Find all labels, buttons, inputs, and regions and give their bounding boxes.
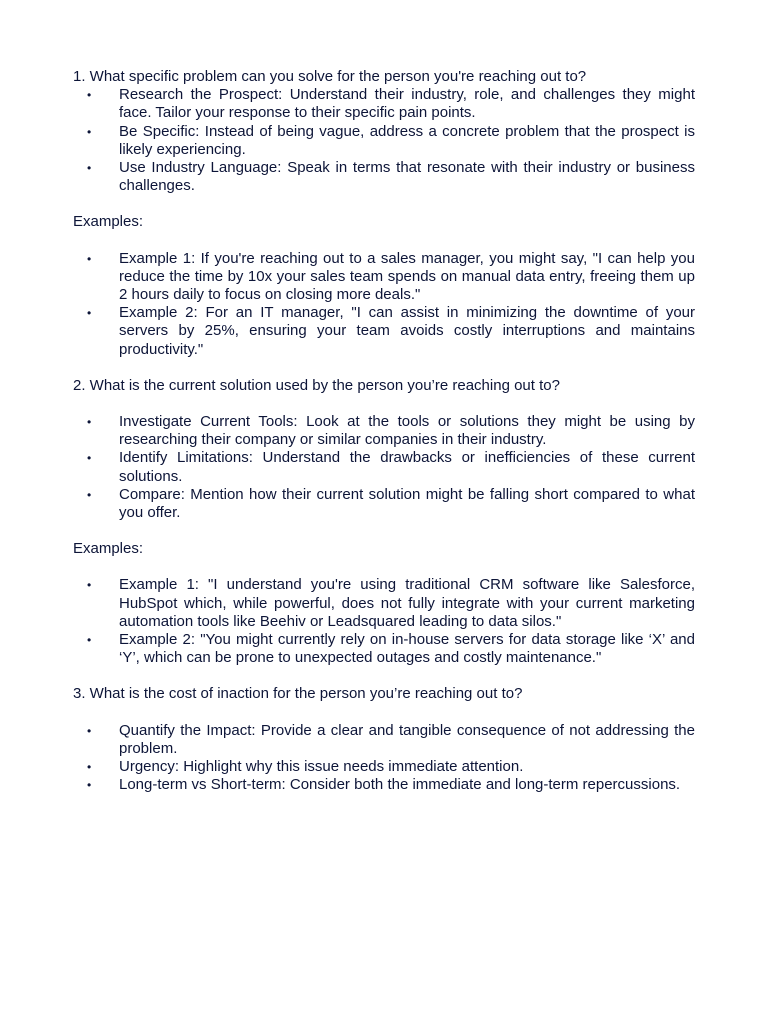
tip-text: Investigate Current Tools: Look at the tools or solutions they might be using by researching their company or similar companies in their industry. [119, 413, 695, 449]
question-1-heading: 1. What specific problem can you solve for the person you're reaching out to? [73, 68, 587, 85]
list-item [73, 304, 695, 359]
question-3-tips-list [73, 722, 695, 795]
tip-text: Urgency: Highlight why this issue needs immediate attention. [119, 758, 524, 776]
example-text: Example 2: "You might currently rely on in-house servers for data storage like ‘X’ and ‘Y’, which can be prone to unexpected outages and costly maintenance." [119, 631, 695, 667]
question-1-tips-list [73, 86, 695, 195]
document-body [73, 68, 695, 795]
question-3-heading: 3. What is the cost of inaction for the person you’re reaching out to? [73, 685, 523, 703]
tip-text: Quantify the Impact: Provide a clear and tangible consequence of not addressing the problem. [119, 721, 695, 757]
list-item [73, 86, 695, 122]
list-item [73, 631, 695, 667]
examples-heading-1: Examples: [73, 213, 144, 231]
list-item [73, 776, 695, 794]
bullet-icon: • [87, 415, 92, 430]
bullet-icon: • [87, 723, 92, 738]
list-item [73, 576, 695, 631]
list-item [73, 413, 695, 449]
tip-text: Be Specific: Instead of being vague, address a concrete problem that the prospect is likely experiencing. [119, 122, 695, 158]
example-text: Example 1: "I understand you're using traditional CRM software like Salesforce, HubSpot which, while powerful, does not fully integrate with your current marketing automation tools like Beehiv or Leadsquared leading to data silos." [119, 576, 695, 630]
tip-text: Use Industry Language: Speak in terms that resonate with their industry or business challenges. [119, 159, 695, 195]
bullet-icon: • [87, 161, 92, 176]
bullet-icon: • [87, 778, 92, 793]
bullet-icon: • [87, 306, 92, 321]
examples-heading-2: Examples: [73, 540, 144, 558]
bullet-icon: • [87, 451, 92, 466]
tip-text: Compare: Mention how their current solution might be falling short compared to what you offer. [119, 485, 695, 522]
bullet-icon: • [87, 760, 92, 775]
list-item [73, 758, 695, 776]
question-1-examples-list [73, 250, 695, 359]
question-2-tips-list [73, 413, 695, 522]
bullet-icon: • [87, 487, 92, 502]
list-item [73, 250, 695, 305]
list-item [73, 123, 695, 159]
list-item [73, 486, 695, 522]
list-item [73, 449, 695, 485]
bullet-icon: • [87, 88, 92, 103]
bullet-icon: • [87, 124, 92, 139]
example-text: Example 2: For an IT manager, "I can assist in minimizing the downtime of your servers by 25%, ensuring your team avoids costly interruptions and maintains productivity." [119, 304, 695, 358]
tip-text: Long-term vs Short-term: Consider both the immediate and long-term repercussions. [119, 776, 681, 794]
bullet-icon: • [87, 633, 92, 648]
example-text: Example 1: If you're reaching out to a sales manager, you might say, "I can help you reduce the time by 10x your sales team spends on manual data entry, freeing them up 2 hours daily to focus on closing more deals." [119, 249, 695, 304]
bullet-icon: • [87, 251, 92, 266]
question-2-examples-list [73, 576, 695, 667]
list-item [73, 722, 695, 758]
tip-text: Research the Prospect: Understand their industry, role, and challenges they might face. Tailor your response to their specific pain points. [119, 86, 695, 122]
list-item [73, 159, 695, 195]
tip-text: Identify Limitations: Understand the drawbacks or inefficiencies of these current solutions. [119, 449, 695, 485]
bullet-icon: • [87, 578, 92, 593]
question-2-heading: 2. What is the current solution used by the person you’re reaching out to? [73, 376, 560, 394]
